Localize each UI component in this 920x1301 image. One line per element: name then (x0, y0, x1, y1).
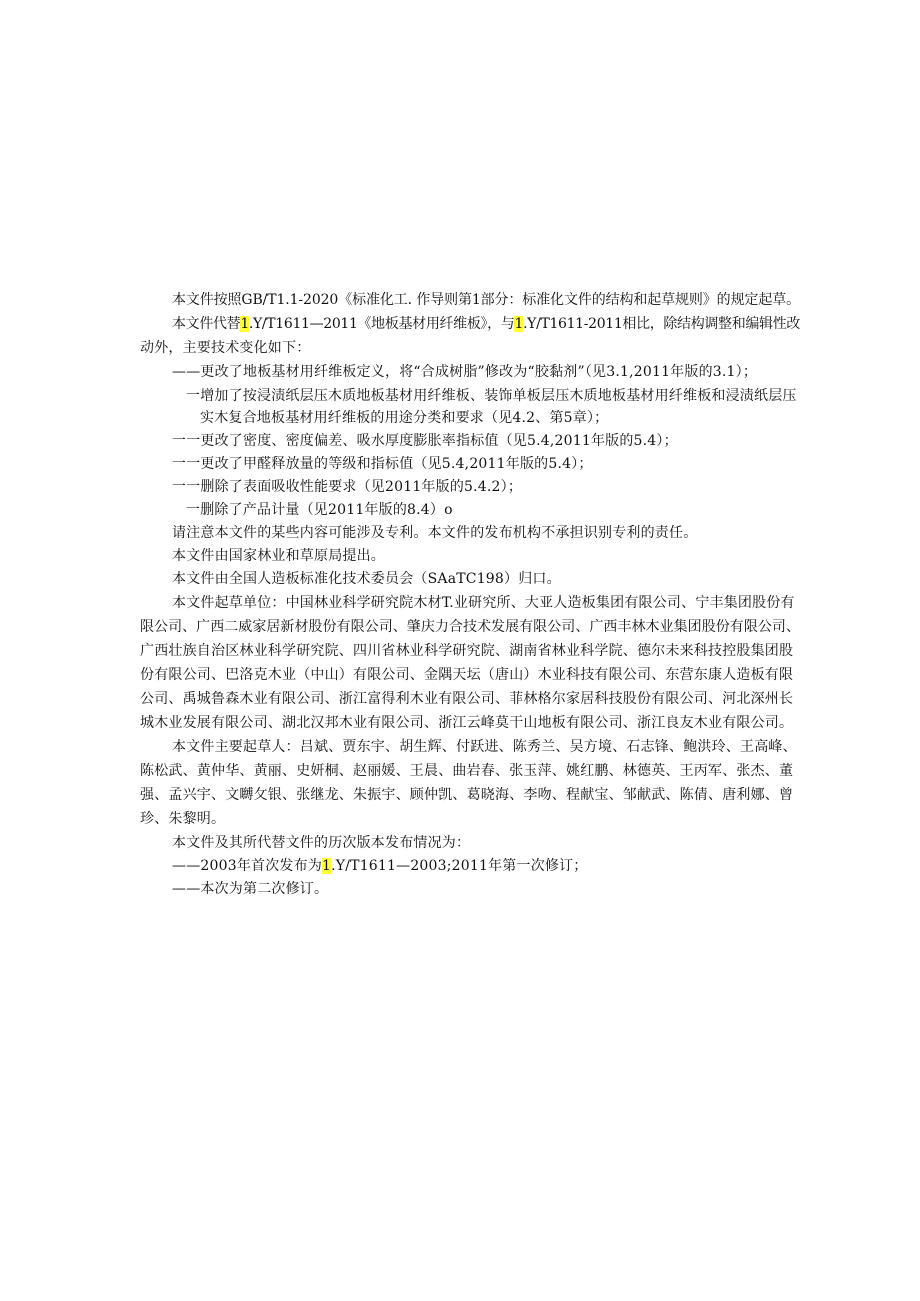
foreword-line (172, 569, 561, 589)
text-segment: 一一更改了密度、密度偏差、吸水厚度膨胀率指标值（见5.4,2011年版的5.4）； (172, 433, 678, 449)
text-segment: 本文件由全国人造板标准化技术委员会（SAaTC198）归口。 (172, 571, 561, 587)
text-segment: .Y/T1611-2011相比，除结构调整和编辑性改 (523, 316, 801, 332)
foreword-line (172, 593, 795, 613)
foreword-line (140, 785, 793, 805)
text-segment: 实木复合地板基材用纤维板的用途分类和要求（见4.2、第5章）； (200, 410, 609, 426)
foreword-line (140, 665, 793, 685)
text-segment: 限公司、广西二威家居新材股份有限公司、肇庆力合技术发展有限公司、广西丰林木业集团股份有限公司、 (140, 619, 800, 635)
foreword-line (172, 546, 385, 566)
text-segment: ——更改了地板基材用纤维板定义，将“合成树脂”修改为“胶黏剂”（见3.1,2011年版的3.1）； (172, 364, 758, 380)
foreword-line (140, 809, 225, 829)
foreword-line (186, 386, 797, 406)
foreword-line (172, 856, 588, 876)
text-segment: 份有限公司、巴洛克木业（中山）有限公司、金隅天坛（唐山）木业科技有限公司、东营东康人造板有限 (140, 667, 794, 683)
text-segment: .Y/T1611—2003;2011年第一次修订； (331, 858, 588, 874)
text-segment: 一删除了产品计量（见2011年版的8.4）o (186, 502, 453, 518)
foreword-line (172, 833, 470, 853)
foreword-line (172, 477, 522, 497)
foreword-line (186, 500, 453, 520)
text-segment: ——本次为第二次修订。 (172, 881, 329, 897)
text-segment: 广西壮族自治区林业科学研究院、四川省林业科学研究院、湖南省林业科学院、德尔未来科技控股集团股 (140, 643, 794, 659)
foreword-line (200, 408, 608, 428)
foreword-line (172, 737, 797, 757)
text-segment: 本文件代替 (172, 316, 241, 332)
foreword-line (172, 431, 678, 451)
text-segment: 动外，主要技术变化如下： (140, 340, 311, 356)
text-segment: 强、孟兴宇、文嚩攵银、张继龙、朱振宇、顾仲凯、葛晓海、李吻、程献宝、邹献武、陈倩、唐利娜、曾 (140, 787, 794, 803)
text-segment: 公司、禹城鲁森木业有限公司、浙江富得利木业有限公司、菲林格尔家居科技股份有限公司、河北深州长 (140, 691, 794, 707)
text-segment: 本文件由国家林业和草原局提出。 (172, 548, 385, 564)
text-segment: 一一删除了表面吸收性能要求（见2011年版的5.4.2）； (172, 479, 523, 495)
foreword-line (172, 290, 800, 310)
text-segment: 本文件主要起草人：吕斌、贾东宇、胡生辉、付跃进、陈秀兰、吴方境、石志锋、鲍洪玲、王高峰、 (172, 739, 797, 755)
text-segment: 城木业发展有限公司、湖北汉邦木业有限公司、浙江云峰莫干山地板有限公司、浙江良友木业有限公司。 (140, 715, 794, 731)
foreword-line (172, 314, 800, 334)
text-segment: 珍、朱黎明。 (140, 811, 226, 827)
highlighted-text: 1 (514, 316, 524, 332)
foreword-line (172, 362, 757, 382)
foreword-line (140, 338, 310, 358)
text-segment: 一一更改了甲醛释放量的等级和指标值（见5.4,2011年版的5.4）； (172, 456, 593, 472)
text-segment: 本文件按照GB/T1.1-2020《标准化工. 作导则第1部分：标准化文件的结构和起草规则》的规定起草。 (172, 292, 800, 308)
text-segment: ——2003年首次发布为 (172, 858, 323, 874)
foreword-line (140, 617, 800, 637)
text-segment: 本文件及其所代替文件的历次版本发布情况为： (172, 835, 471, 851)
foreword-line (172, 523, 697, 543)
text-segment: 请注意本文件的某些内容可能涉及专利。本文件的发布机构不承担识别专利的责任。 (172, 525, 698, 541)
foreword-line (140, 713, 793, 733)
text-segment: 一增加了按浸渍纸层压木质地板基材用纤维板、装饰单板层压木质地板基材用纤维板和浸渍纸层压 (186, 388, 797, 404)
foreword-line (140, 689, 793, 709)
highlighted-text: 1 (240, 316, 249, 332)
text-segment: .Y/T1611—2011《地板基材用纤维板》，与 (248, 316, 515, 332)
text-segment: 本文件起草单位：中国林业科学研究院木材T.业研究所、大亚人造板集团有限公司、宁丰集团股份有 (172, 595, 795, 611)
text-segment: 陈松武、黄仲华、黄丽、史妍桐、赵丽媛、王晨、曲岩春、张玉萍、姚红鹏、林德英、王丙军、张杰、董 (140, 763, 794, 779)
foreword-line (172, 454, 593, 474)
highlighted-text: 1 (322, 858, 332, 874)
foreword-line (140, 641, 793, 661)
foreword-line (140, 761, 793, 781)
foreword-line (172, 879, 328, 899)
